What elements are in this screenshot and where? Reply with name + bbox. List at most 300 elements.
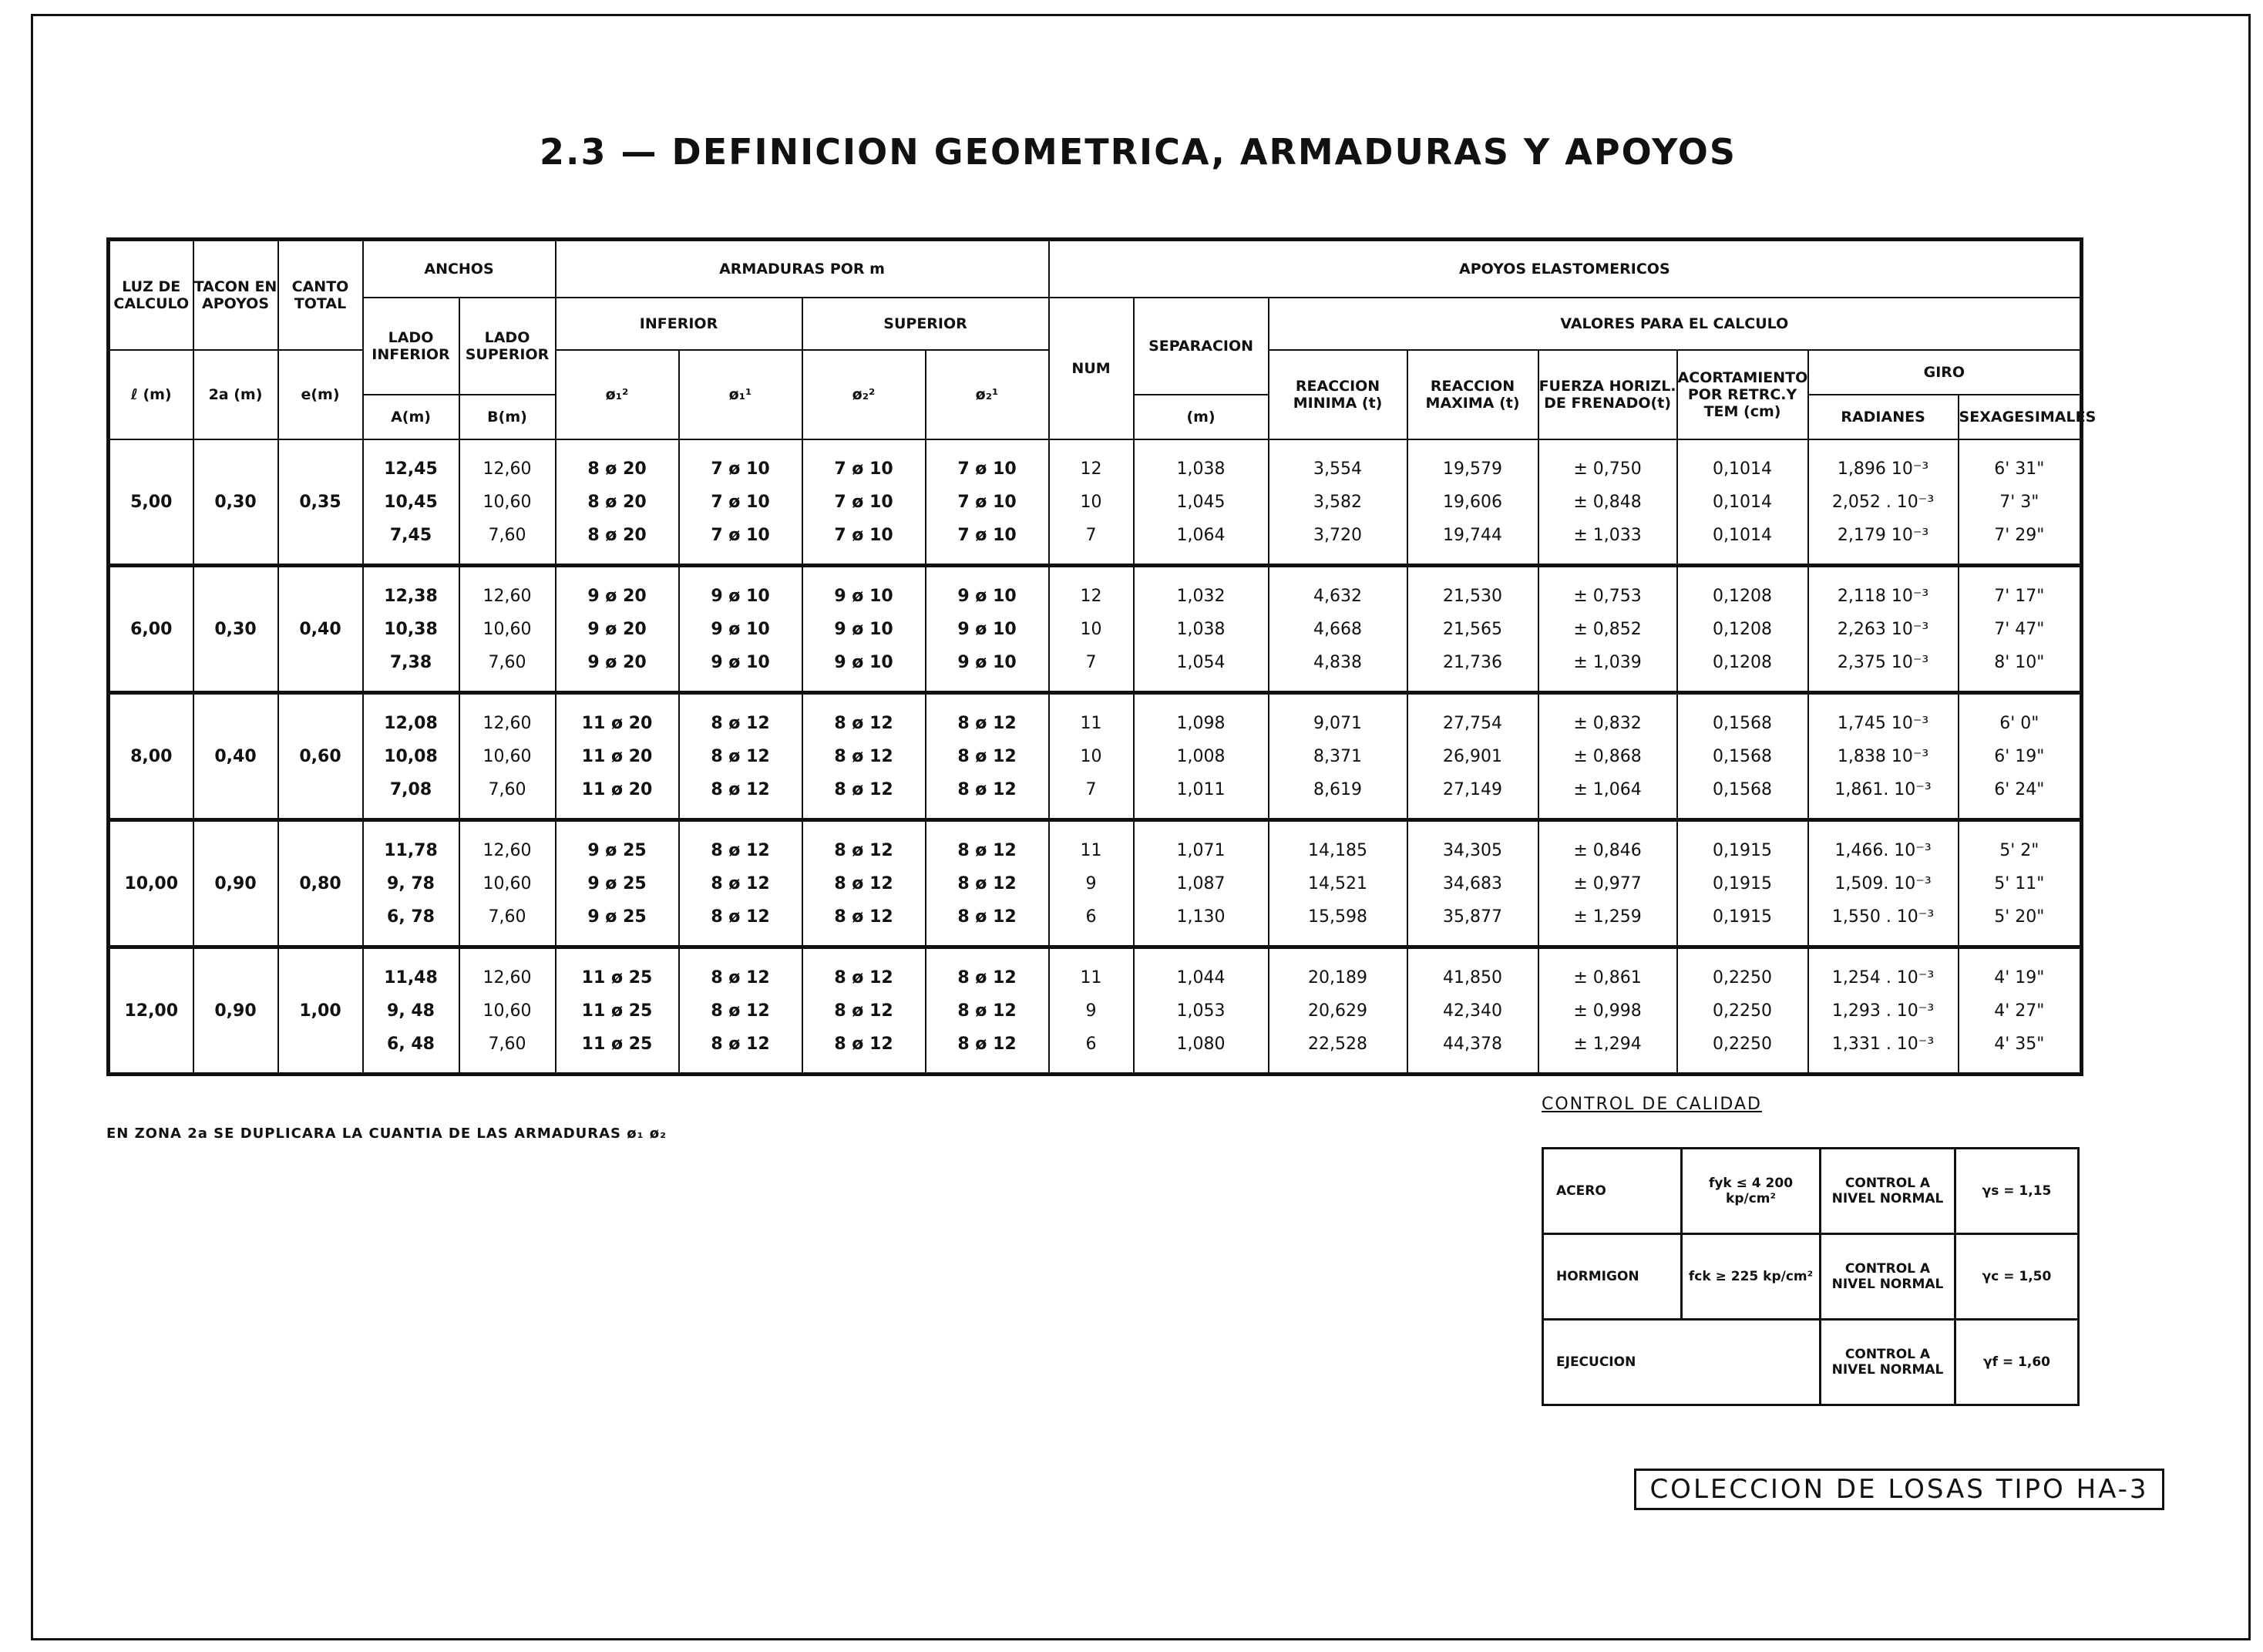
cell-line: 8 ø 12	[834, 873, 893, 893]
cell-B	[459, 820, 556, 947]
cell-line: 8 ø 12	[834, 967, 893, 987]
cell-line: 9 ø 20	[587, 652, 647, 672]
cell-line: 8 ø 12	[957, 840, 1017, 860]
cell-line: 22,528	[1308, 1034, 1368, 1054]
cell-sex	[1959, 820, 2082, 947]
qc-spec: fyk ≤ 4 200 kp/cm²	[1682, 1149, 1821, 1234]
cell-line: 21,736	[1443, 652, 1503, 672]
cell-line: ± 1,033	[1573, 525, 1642, 545]
cell-line: 0,1915	[1713, 840, 1773, 860]
cell-A	[363, 566, 459, 693]
cell-acort	[1677, 566, 1808, 693]
span-group-row	[109, 820, 2082, 947]
geometry-table	[106, 237, 2097, 1076]
cell-sep	[1134, 439, 1269, 566]
unit-B: B(m)	[459, 395, 556, 439]
header-tacon: TACON EN APOYOS	[193, 240, 278, 351]
cell-inf2	[679, 439, 802, 566]
cell-rad	[1808, 820, 1959, 947]
cell-sep	[1134, 566, 1269, 693]
cell-line: 41,850	[1443, 967, 1503, 987]
cell-line: 0,1208	[1713, 619, 1773, 639]
cell-line: 2,179 10⁻³	[1837, 525, 1929, 545]
cell-line: 1,011	[1176, 779, 1226, 799]
cell-line: 6' 0"	[1999, 713, 2039, 733]
cell-line: 9 ø 10	[957, 652, 1017, 672]
cell-line: 8' 10"	[1994, 652, 2045, 672]
header-canto: CANTO TOTAL	[278, 240, 363, 351]
cell-canto: 1,00	[278, 947, 363, 1075]
cell-line: 7 ø 10	[834, 492, 893, 512]
quality-control-table	[1542, 1147, 2080, 1406]
cell-line: 7,08	[389, 779, 432, 799]
qc-coef: γf = 1,60	[1955, 1320, 2079, 1405]
cell-line: 1,054	[1176, 652, 1226, 672]
cell-line: 1,032	[1176, 586, 1226, 606]
cell-luz: 5,00	[109, 439, 193, 566]
cell-line: 10,08	[384, 746, 438, 766]
cell-line: 7' 29"	[1994, 525, 2045, 545]
cell-line: 1,038	[1176, 619, 1226, 639]
cell-line: 9 ø 10	[957, 619, 1017, 639]
cell-fuerza	[1538, 566, 1677, 693]
cell-line: 8 ø 20	[587, 459, 647, 479]
qc-row	[1543, 1234, 2079, 1320]
cell-line: 8 ø 12	[711, 1001, 770, 1021]
unit-luz: ℓ (m)	[109, 350, 193, 439]
cell-line: ± 0,852	[1573, 619, 1642, 639]
cell-line: 4' 35"	[1994, 1034, 2045, 1054]
cell-line: 8,619	[1313, 779, 1363, 799]
cell-line: 10,45	[384, 492, 438, 512]
cell-rmax	[1407, 820, 1538, 947]
cell-rmax	[1407, 693, 1538, 820]
cell-line: 7,60	[488, 907, 526, 927]
cell-line: 9 ø 10	[834, 652, 893, 672]
cell-line: 12,60	[483, 586, 532, 606]
cell-line: 8 ø 12	[957, 907, 1017, 927]
cell-line: 1,064	[1176, 525, 1226, 545]
cell-sup2	[926, 566, 1049, 693]
header-reaccion-min: REACCION MINIMA (t)	[1269, 350, 1407, 439]
cell-line: 8 ø 12	[711, 746, 770, 766]
cell-line: 6' 24"	[1994, 779, 2045, 799]
cell-line: 10,60	[483, 1001, 532, 1021]
cell-line: 0,1208	[1713, 652, 1773, 672]
cell-luz: 12,00	[109, 947, 193, 1075]
cell-acort	[1677, 820, 1808, 947]
symbol-phi2-2: ø₂²	[802, 350, 926, 439]
cell-line: 8 ø 12	[711, 907, 770, 927]
cell-luz: 6,00	[109, 566, 193, 693]
cell-line: 5' 20"	[1994, 907, 2045, 927]
cell-line: 14,521	[1308, 873, 1368, 893]
cell-line: 26,901	[1443, 746, 1503, 766]
cell-line: 7 ø 10	[834, 459, 893, 479]
cell-fuerza	[1538, 439, 1677, 566]
cell-line: 10	[1080, 492, 1102, 512]
cell-inf1	[556, 566, 679, 693]
cell-line: 0,1915	[1713, 907, 1773, 927]
cell-sex	[1959, 693, 2082, 820]
cell-line: 11 ø 25	[581, 1034, 653, 1054]
cell-line: 4,668	[1313, 619, 1363, 639]
cell-line: 1,293 . 10⁻³	[1831, 1001, 1935, 1021]
cell-line: 1,008	[1176, 746, 1226, 766]
cell-line: 9 ø 10	[711, 652, 770, 672]
cell-canto: 0,40	[278, 566, 363, 693]
cell-line: ± 0,998	[1573, 1001, 1642, 1021]
cell-line: 8 ø 12	[711, 1034, 770, 1054]
cell-line: 12,45	[384, 459, 438, 479]
unit-A: A(m)	[363, 395, 459, 439]
cell-line: 4' 27"	[1994, 1001, 2045, 1021]
header-lado-superior: LADO SUPERIOR	[459, 298, 556, 395]
cell-line: 6' 19"	[1994, 746, 2045, 766]
cell-canto: 0,35	[278, 439, 363, 566]
cell-line: 0,1014	[1713, 525, 1773, 545]
cell-rad	[1808, 439, 1959, 566]
cell-line: 10,60	[483, 492, 532, 512]
cell-num	[1049, 566, 1134, 693]
cell-line: ± 0,832	[1573, 713, 1642, 733]
cell-fuerza	[1538, 947, 1677, 1075]
page-title: 2.3 — DEFINICION GEOMETRICA, ARMADURAS Y APOYOS	[540, 131, 1737, 173]
cell-line: 11 ø 20	[581, 713, 653, 733]
cell-line: 1,466. 10⁻³	[1834, 840, 1932, 860]
qc-row	[1543, 1149, 2079, 1234]
cell-line: 8 ø 12	[957, 746, 1017, 766]
cell-line: 7 ø 10	[711, 492, 770, 512]
qc-material: EJECUCION	[1543, 1320, 1821, 1405]
header-radianes: RADIANES	[1808, 395, 1959, 439]
cell-line: 7,38	[389, 652, 432, 672]
cell-line: 0,1208	[1713, 586, 1773, 606]
cell-line: 11 ø 20	[581, 746, 653, 766]
cell-line: 11 ø 25	[581, 1001, 653, 1021]
cell-line: 11,48	[384, 967, 438, 987]
cell-line: 12,60	[483, 840, 532, 860]
cell-line: 7	[1085, 525, 1097, 545]
cell-line: 8 ø 12	[957, 779, 1017, 799]
cell-line: 1,254 . 10⁻³	[1831, 967, 1935, 987]
cell-acort	[1677, 947, 1808, 1075]
cell-line: 1,509. 10⁻³	[1834, 873, 1932, 893]
cell-line: 1,080	[1176, 1034, 1226, 1054]
cell-line: 27,149	[1443, 779, 1503, 799]
cell-line: 6	[1085, 1034, 1097, 1054]
header-fuerza: FUERZA HORIZL. DE FRENADO(t)	[1538, 350, 1677, 439]
cell-line: 1,045	[1176, 492, 1226, 512]
cell-inf2	[679, 566, 802, 693]
header-superior: SUPERIOR	[802, 298, 1049, 350]
cell-line: 7 ø 10	[711, 459, 770, 479]
cell-line: 11 ø 20	[581, 779, 653, 799]
cell-line: 9 ø 20	[587, 619, 647, 639]
cell-inf2	[679, 947, 802, 1075]
series-label: COLECCION DE LOSAS TIPO HA-3	[1634, 1469, 2164, 1510]
cell-line: 1,038	[1176, 459, 1226, 479]
cell-line: 8 ø 12	[711, 713, 770, 733]
cell-line: 8 ø 12	[834, 907, 893, 927]
cell-line: 6' 31"	[1994, 459, 2045, 479]
cell-line: 0,1568	[1713, 746, 1773, 766]
cell-line: 0,1568	[1713, 779, 1773, 799]
cell-line: 8 ø 12	[834, 1001, 893, 1021]
cell-line: 12,08	[384, 713, 438, 733]
span-group-row	[109, 947, 2082, 1075]
cell-inf2	[679, 693, 802, 820]
cell-line: 8 ø 12	[711, 873, 770, 893]
cell-rad	[1808, 693, 1959, 820]
cell-line: 12,60	[483, 967, 532, 987]
cell-line: 8 ø 12	[711, 779, 770, 799]
cell-line: ± 0,861	[1573, 967, 1642, 987]
cell-sep	[1134, 947, 1269, 1075]
cell-line: 11	[1080, 967, 1102, 987]
cell-sup1	[802, 439, 926, 566]
cell-line: ± 0,846	[1573, 840, 1642, 860]
cell-line: 34,305	[1443, 840, 1503, 860]
cell-line: 9 ø 10	[711, 619, 770, 639]
cell-B	[459, 439, 556, 566]
cell-tacon: 0,40	[193, 693, 278, 820]
cell-inf1	[556, 820, 679, 947]
cell-line: 9 ø 10	[834, 586, 893, 606]
cell-line: 5' 2"	[1999, 840, 2039, 860]
cell-B	[459, 947, 556, 1075]
cell-line: 12,38	[384, 586, 438, 606]
cell-tacon: 0,30	[193, 566, 278, 693]
cell-line: 9 ø 25	[587, 873, 647, 893]
cell-line: 8 ø 12	[834, 713, 893, 733]
cell-sep	[1134, 693, 1269, 820]
cell-B	[459, 566, 556, 693]
cell-line: 19,579	[1443, 459, 1503, 479]
cell-line: 9 ø 10	[957, 586, 1017, 606]
symbol-phi2-1: ø₂¹	[926, 350, 1049, 439]
cell-line: 4' 19"	[1994, 967, 2045, 987]
cell-fuerza	[1538, 820, 1677, 947]
cell-A	[363, 820, 459, 947]
cell-luz: 8,00	[109, 693, 193, 820]
cell-sup1	[802, 566, 926, 693]
qc-material: HORMIGON	[1543, 1234, 1682, 1320]
cell-acort	[1677, 439, 1808, 566]
cell-A	[363, 439, 459, 566]
cell-line: 8 ø 12	[957, 1034, 1017, 1054]
symbol-phi1-2: ø₁²	[556, 350, 679, 439]
cell-line: 8 ø 12	[834, 779, 893, 799]
cell-line: 2,052 . 10⁻³	[1831, 492, 1935, 512]
cell-line: 9,071	[1313, 713, 1363, 733]
cell-line: 21,565	[1443, 619, 1503, 639]
cell-line: 1,130	[1176, 907, 1226, 927]
cell-line: 7 ø 10	[834, 525, 893, 545]
qc-coef: γc = 1,50	[1955, 1234, 2079, 1320]
cell-line: 1,550 . 10⁻³	[1831, 907, 1935, 927]
cell-line: 11 ø 25	[581, 967, 653, 987]
cell-line: ± 0,753	[1573, 586, 1642, 606]
cell-line: 10	[1080, 619, 1102, 639]
cell-line: 12	[1080, 459, 1102, 479]
cell-line: 35,877	[1443, 907, 1503, 927]
header-inferior: INFERIOR	[556, 298, 802, 350]
quality-control-title: CONTROL DE CALIDAD	[1542, 1095, 1762, 1114]
cell-line: 2,375 10⁻³	[1837, 652, 1929, 672]
cell-line: ± 1,259	[1573, 907, 1642, 927]
cell-line: 9 ø 10	[834, 619, 893, 639]
header-armaduras: ARMADURAS POR m	[556, 240, 1049, 298]
cell-line: 0,1014	[1713, 459, 1773, 479]
cell-line: 7,60	[488, 1034, 526, 1054]
cell-line: ± 1,064	[1573, 779, 1642, 799]
cell-line: 1,071	[1176, 840, 1226, 860]
cell-line: 9	[1085, 873, 1097, 893]
header-sexagesimales: SEXAGESIMALES	[1959, 395, 2082, 439]
cell-acort	[1677, 693, 1808, 820]
cell-line: 0,1014	[1713, 492, 1773, 512]
cell-num	[1049, 693, 1134, 820]
cell-line: 1,331 . 10⁻³	[1831, 1034, 1935, 1054]
cell-rmin	[1269, 566, 1407, 693]
cell-line: 11	[1080, 713, 1102, 733]
cell-line: 8 ø 12	[834, 746, 893, 766]
cell-line: 6, 48	[387, 1034, 435, 1054]
cell-line: 9 ø 10	[711, 586, 770, 606]
header-acortamiento: ACORTAMIENTO POR RETRC.Y TEM (cm)	[1677, 350, 1808, 439]
header-anchos: ANCHOS	[363, 240, 556, 298]
cell-rmax	[1407, 947, 1538, 1075]
cell-line: 4,632	[1313, 586, 1363, 606]
cell-line: ± 1,294	[1573, 1034, 1642, 1054]
cell-inf1	[556, 439, 679, 566]
cell-line: ± 0,977	[1573, 873, 1642, 893]
cell-line: 1,098	[1176, 713, 1226, 733]
cell-tacon: 0,30	[193, 439, 278, 566]
cell-rmin	[1269, 693, 1407, 820]
cell-line: 4,838	[1313, 652, 1363, 672]
cell-line: 7 ø 10	[957, 492, 1017, 512]
cell-line: 20,189	[1308, 967, 1368, 987]
cell-sep	[1134, 820, 1269, 947]
cell-line: 8 ø 20	[587, 525, 647, 545]
cell-line: 7,60	[488, 652, 526, 672]
unit-separacion: (m)	[1134, 395, 1269, 439]
cell-num	[1049, 947, 1134, 1075]
cell-line: 1,053	[1176, 1001, 1226, 1021]
span-group-row	[109, 439, 2082, 566]
cell-line: 2,118 10⁻³	[1837, 586, 1929, 606]
cell-line: 3,720	[1313, 525, 1363, 545]
header-reaccion-max: REACCION MAXIMA (t)	[1407, 350, 1538, 439]
cell-line: 19,744	[1443, 525, 1503, 545]
cell-num	[1049, 439, 1134, 566]
cell-sex	[1959, 947, 2082, 1075]
qc-row	[1543, 1320, 2079, 1405]
cell-line: 15,598	[1308, 907, 1368, 927]
cell-line: 7' 3"	[1999, 492, 2039, 512]
qc-coef: γs = 1,15	[1955, 1149, 2079, 1234]
cell-sup2	[926, 439, 1049, 566]
span-group-row	[109, 566, 2082, 693]
cell-line: 8 ø 12	[957, 873, 1017, 893]
header-apoyos: APOYOS ELASTOMERICOS	[1049, 240, 2082, 298]
qc-material: ACERO	[1543, 1149, 1682, 1234]
cell-line: 7,60	[488, 525, 526, 545]
cell-line: 10,60	[483, 873, 532, 893]
cell-line: 7	[1085, 779, 1097, 799]
cell-rmin	[1269, 439, 1407, 566]
header-num: NUM	[1049, 298, 1134, 439]
cell-line: 8 ø 12	[834, 840, 893, 860]
cell-line: 0,2250	[1713, 1001, 1773, 1021]
cell-sup2	[926, 947, 1049, 1075]
cell-canto: 0,60	[278, 693, 363, 820]
cell-line: 1,087	[1176, 873, 1226, 893]
cell-line: 0,2250	[1713, 967, 1773, 987]
cell-line: 7 ø 10	[957, 525, 1017, 545]
cell-line: 8,371	[1313, 746, 1363, 766]
span-group-row	[109, 693, 2082, 820]
cell-sup1	[802, 947, 926, 1075]
cell-line: 1,044	[1176, 967, 1226, 987]
cell-line: 42,340	[1443, 1001, 1503, 1021]
cell-luz: 10,00	[109, 820, 193, 947]
cell-rmin	[1269, 820, 1407, 947]
cell-line: 2,263 10⁻³	[1837, 619, 1929, 639]
duplication-note: EN ZONA 2a SE DUPLICARA LA CUANTIA DE LAS ARMADURAS ø₁ ø₂	[106, 1125, 667, 1142]
cell-line: ± 0,848	[1573, 492, 1642, 512]
cell-sup2	[926, 693, 1049, 820]
cell-line: 27,754	[1443, 713, 1503, 733]
cell-line: 9	[1085, 1001, 1097, 1021]
symbol-phi1-1: ø₁¹	[679, 350, 802, 439]
cell-line: 8 ø 12	[711, 967, 770, 987]
cell-line: 20,629	[1308, 1001, 1368, 1021]
cell-inf1	[556, 947, 679, 1075]
cell-line: 0,1568	[1713, 713, 1773, 733]
cell-line: 7	[1085, 652, 1097, 672]
cell-canto: 0,80	[278, 820, 363, 947]
cell-line: 8 ø 12	[957, 1001, 1017, 1021]
header-luz: LUZ DE CALCULO	[109, 240, 193, 351]
cell-line: 9 ø 25	[587, 840, 647, 860]
qc-spec: fck ≥ 225 kp/cm²	[1682, 1234, 1821, 1320]
cell-line: 3,582	[1313, 492, 1363, 512]
cell-line: 8 ø 12	[957, 713, 1017, 733]
header-valores: VALORES PARA EL CALCULO	[1269, 298, 2082, 350]
cell-line: 1,896 10⁻³	[1837, 459, 1929, 479]
cell-line: 9, 48	[387, 1001, 435, 1021]
cell-line: 12	[1080, 586, 1102, 606]
cell-line: 10,38	[384, 619, 438, 639]
qc-control: CONTROL A NIVEL NORMAL	[1821, 1149, 1955, 1234]
cell-line: 9 ø 25	[587, 907, 647, 927]
cell-line: 7,60	[488, 779, 526, 799]
cell-sex	[1959, 439, 2082, 566]
cell-line: 9 ø 20	[587, 586, 647, 606]
cell-line: 7,45	[389, 525, 432, 545]
cell-sex	[1959, 566, 2082, 693]
cell-rmax	[1407, 439, 1538, 566]
cell-line: 12,60	[483, 713, 532, 733]
cell-line: 8 ø 12	[834, 1034, 893, 1054]
cell-sup2	[926, 820, 1049, 947]
cell-line: 9, 78	[387, 873, 435, 893]
cell-line: 10,60	[483, 746, 532, 766]
cell-line: 11,78	[384, 840, 438, 860]
